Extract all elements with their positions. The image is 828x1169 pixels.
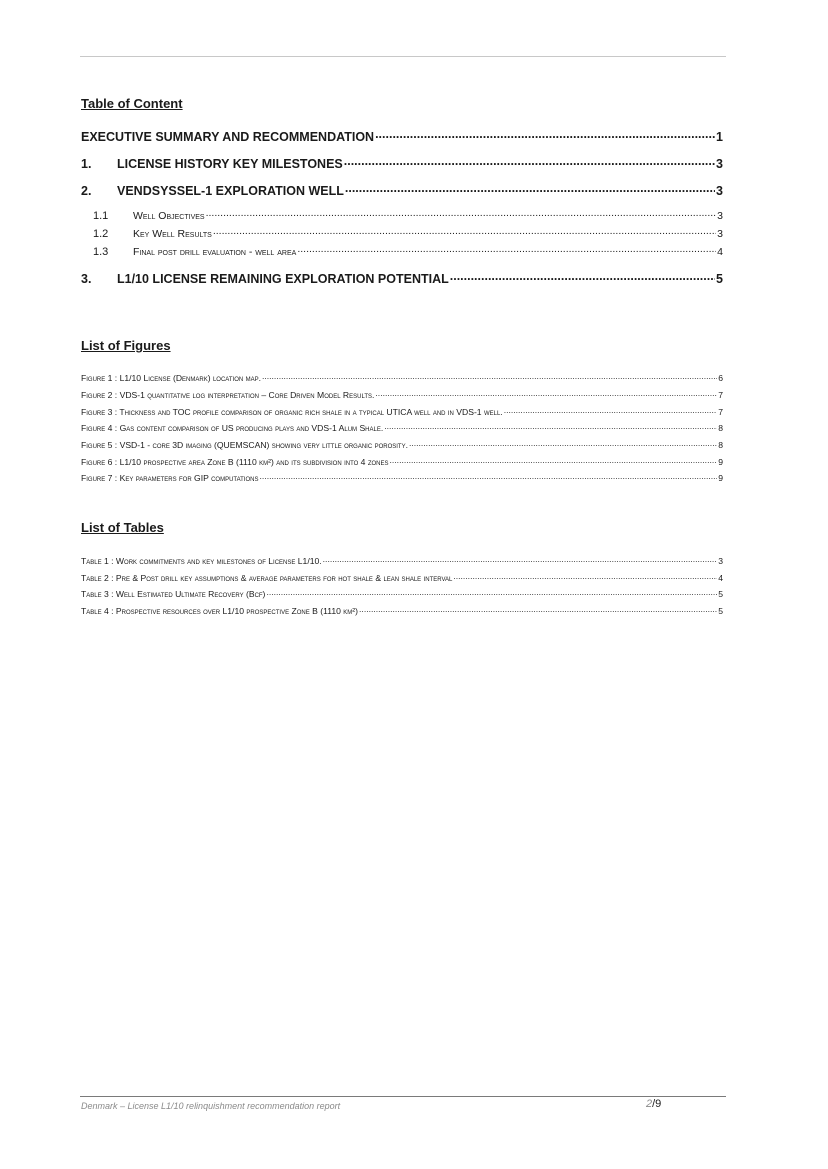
current-page: 2	[646, 1098, 653, 1110]
toc-entry-title: Well Objectives	[133, 209, 205, 222]
table-entry[interactable]	[81, 588, 723, 599]
toc-entry-page: 4	[717, 245, 723, 258]
dot-leader	[266, 588, 717, 597]
dot-leader	[375, 128, 715, 141]
footer-page-number	[646, 1098, 661, 1110]
figure-entry-page: 9	[718, 456, 723, 467]
toc-entry-title: EXECUTIVE SUMMARY AND RECOMMENDATION	[81, 129, 375, 144]
toc-entry-title: Key Well Results	[133, 227, 212, 240]
header-rule	[80, 56, 726, 57]
toc-entry-page: 3	[717, 209, 723, 222]
dot-leader	[344, 155, 715, 168]
figures-heading: List of Figures	[81, 338, 171, 353]
dot-leader	[409, 439, 717, 448]
toc-entry-title: VENDSYSSEL-1 EXPLORATION WELL	[117, 183, 344, 198]
toc-entry-title: Final post drill evaluation - well area	[133, 245, 297, 258]
figure-entry-title: Figure 1 : L1/10 License (Denmark) location map.	[81, 372, 261, 383]
dot-leader	[206, 208, 717, 219]
figure-entry[interactable]	[81, 389, 723, 400]
footer-document-title: Denmark – License L1/10 relinquishment recommendation report	[81, 1101, 341, 1111]
toc-entry-number: 1.3	[93, 245, 109, 258]
dot-leader	[453, 572, 717, 581]
figure-entry-page: 7	[718, 406, 723, 417]
figure-entry[interactable]	[81, 422, 723, 433]
toc-heading: Table of Content	[81, 96, 183, 111]
dot-leader	[359, 605, 717, 614]
table-entry-page: 4	[718, 572, 723, 583]
footer-rule	[80, 1096, 726, 1097]
dot-leader	[213, 226, 716, 237]
figure-entry-title: Figure 5 : VSD-1 - core 3D imaging (QUEMSCAN) showing very little organic porosity.	[81, 439, 408, 450]
tables-heading: List of Tables	[81, 520, 164, 535]
figure-entry-title: Figure 6 : L1/10 prospective area Zone B (1110 km²) and its subdivision into 4 zones	[81, 456, 389, 467]
total-pages: /9	[652, 1098, 662, 1110]
toc-entry-number: 1.1	[93, 209, 109, 222]
toc-entry-number: 1.2	[93, 227, 109, 240]
table-entry-title: Table 2 : Pre & Post drill key assumptions & average parameters for hot shale & lean shale interval	[81, 572, 453, 583]
table-entry-page: 3	[718, 555, 723, 566]
figure-entry-page: 6	[718, 372, 723, 383]
table-entry-page: 5	[718, 588, 723, 599]
dot-leader	[323, 555, 718, 564]
table-entry[interactable]	[81, 572, 723, 583]
toc-entry[interactable]	[81, 182, 723, 198]
figure-entry[interactable]	[81, 472, 723, 483]
figure-entry[interactable]	[81, 406, 723, 417]
toc-entry-page: 3	[716, 183, 723, 198]
toc-subentry[interactable]	[93, 244, 723, 258]
toc-entry-page: 5	[716, 271, 723, 286]
toc-entry-title: L1/10 LICENSE REMAINING EXPLORATION POTENTIAL	[117, 271, 449, 286]
toc-entry[interactable]	[81, 155, 723, 171]
figure-entry-page: 8	[718, 439, 723, 450]
figure-entry[interactable]	[81, 456, 723, 467]
table-entry-title: Table 1 : Work commitments and key milestones of License L1/10.	[81, 555, 322, 566]
dot-leader	[384, 422, 717, 431]
figure-entry-title: Figure 4 : Gas content comparison of US producing plays and VDS-1 Alum Shale.	[81, 422, 384, 433]
table-entry-page: 5	[718, 605, 723, 616]
toc-entry[interactable]	[81, 270, 723, 286]
toc-entry-page: 3	[717, 227, 723, 240]
figure-entry-title: Figure 3 : Thickness and TOC profile comparison of organic rich shale in a typical UTICA well and in VDS-1 well.	[81, 406, 503, 417]
toc-entry-page: 3	[716, 156, 723, 171]
toc-subentry[interactable]	[93, 226, 723, 240]
toc-entry-page: 1	[716, 129, 723, 144]
table-entry[interactable]	[81, 605, 723, 616]
dot-leader	[504, 406, 718, 415]
figure-entry-page: 9	[718, 472, 723, 483]
toc-entry-number: 2.	[81, 183, 92, 198]
table-entry-title: Table 3 : Well Estimated Ultimate Recovery (Bcf)	[81, 588, 266, 599]
figure-entry[interactable]	[81, 439, 723, 450]
dot-leader	[262, 372, 717, 381]
toc-entry-number: 3.	[81, 271, 92, 286]
figure-entry-page: 8	[718, 422, 723, 433]
dot-leader	[297, 244, 716, 255]
dot-leader	[390, 456, 718, 465]
figure-entry-page: 7	[718, 389, 723, 400]
toc-entry-title: LICENSE HISTORY KEY MILESTONES	[117, 156, 343, 171]
dot-leader	[345, 182, 715, 195]
figure-entry-title: Figure 2 : VDS-1 quantitative log interpretation – Core Driven Model Results.	[81, 389, 375, 400]
figure-entry[interactable]	[81, 372, 723, 383]
toc-entry[interactable]	[81, 128, 723, 144]
figure-entry-title: Figure 7 : Key parameters for GIP computations	[81, 472, 259, 483]
toc-entry-number: 1.	[81, 156, 92, 171]
table-entry-title: Table 4 : Prospective resources over L1/10 prospective Zone B (1110 km²)	[81, 605, 359, 616]
toc-subentry[interactable]	[93, 208, 723, 222]
dot-leader	[375, 389, 717, 398]
dot-leader	[260, 472, 718, 481]
table-entry[interactable]	[81, 555, 723, 566]
dot-leader	[450, 270, 715, 283]
